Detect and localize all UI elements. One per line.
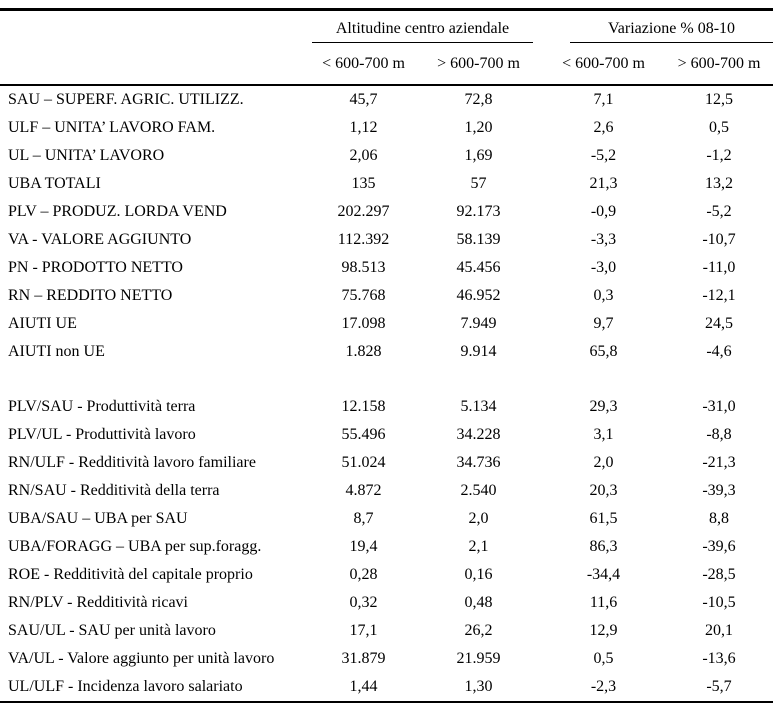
value-variazione-gt: -10,7: [702, 231, 736, 248]
value-variazione-lt: -5,2: [590, 147, 617, 164]
table-row: [0, 617, 773, 645]
value-variazione-lt: -0,9: [590, 203, 617, 220]
table-row: [0, 533, 773, 561]
value-variazione-lt: 61,5: [589, 510, 618, 527]
value-variazione-gt: -28,5: [702, 566, 736, 583]
value-altitudine-lt: 19,4: [349, 538, 378, 555]
value-variazione-lt: 0,5: [593, 650, 614, 667]
subheader-variazione-gt: > 600-700 m: [665, 43, 773, 85]
group-header-row: [0, 10, 773, 44]
table-row: [0, 142, 773, 170]
table-row: [0, 310, 773, 338]
row-label: RN/ULF - Redditività lavoro familiare: [8, 454, 256, 471]
row-label: RN/SAU - Redditività della terra: [8, 482, 220, 499]
value-altitudine-gt: 2,0: [468, 510, 489, 527]
value-altitudine-gt: 34.228: [456, 426, 501, 443]
value-altitudine-lt: 8,7: [353, 510, 374, 527]
row-label: VA - VALORE AGGIUNTO: [8, 231, 192, 248]
table-row: [0, 561, 773, 589]
row-label: UBA TOTALI: [8, 175, 101, 192]
group-header-altitudine: [312, 10, 542, 44]
table-row: [0, 85, 773, 114]
row-label: PN - PRODOTTO NETTO: [8, 259, 183, 276]
value-altitudine-gt: 57: [470, 175, 487, 192]
row-label: RN – REDDITO NETTO: [8, 287, 173, 304]
row-label: UL/ULF - Incidenza lavoro salariato: [8, 678, 243, 695]
value-altitudine-gt: 9.914: [460, 343, 497, 360]
row-label: RN/PLV - Redditività ricavi: [8, 594, 188, 611]
value-variazione-lt: 0,3: [593, 287, 614, 304]
value-variazione-gt: -10,5: [702, 594, 736, 611]
value-variazione-lt: 2,6: [593, 119, 614, 136]
value-altitudine-lt: 55.496: [341, 426, 386, 443]
table-row: [0, 254, 773, 282]
value-variazione-gt: -5,2: [706, 203, 732, 220]
table-row: [0, 449, 773, 477]
farm-statistics-table: [0, 8, 773, 703]
value-variazione-lt: -2,3: [590, 678, 617, 695]
value-altitudine-lt: 98.513: [341, 259, 386, 276]
row-label: UBA/FORAGG – UBA per sup.foragg.: [8, 538, 262, 555]
value-variazione-lt: 65,8: [589, 343, 618, 360]
value-altitudine-lt: 1.828: [345, 343, 382, 360]
table-row: [0, 673, 773, 702]
value-variazione-lt: 3,1: [593, 426, 614, 443]
corner-empty-cell: [0, 10, 312, 44]
table-row: [0, 393, 773, 421]
row-label: PLV/UL - Produttività lavoro: [8, 426, 196, 443]
value-altitudine-gt: 58.139: [456, 231, 501, 248]
value-altitudine-lt: 4.872: [345, 482, 382, 499]
value-altitudine-lt: 17,1: [349, 622, 378, 639]
subheader-altitudine-lt: < 600-700 m: [312, 43, 415, 85]
value-altitudine-lt: 45,7: [349, 91, 378, 108]
value-variazione-lt: 11,6: [589, 594, 618, 611]
value-altitudine-gt: 21.959: [456, 650, 501, 667]
row-label: UL – UNITA’ LAVORO: [8, 147, 165, 164]
subheader-empty-cell: [0, 43, 312, 85]
value-variazione-gt: -1,2: [706, 147, 732, 164]
value-variazione-lt: 9,7: [593, 315, 614, 332]
group-header-variazione-label: Variazione % 08-10: [570, 20, 773, 43]
value-altitudine-lt: 12.158: [341, 398, 386, 415]
value-variazione-gt: -39,6: [702, 538, 736, 555]
row-label: UBA/SAU – UBA per SAU: [8, 510, 188, 527]
table-row: [0, 114, 773, 142]
value-variazione-lt: 20,3: [589, 482, 618, 499]
row-label: ROE - Redditività del capitale proprio: [8, 566, 253, 583]
group-header-altitudine-label: Altitudine centro aziendale: [312, 20, 533, 43]
row-label: AIUTI non UE: [8, 343, 105, 360]
value-variazione-lt: 29,3: [589, 398, 618, 415]
row-label: PLV/SAU - Produttività terra: [8, 398, 196, 415]
value-altitudine-gt: 0,16: [464, 566, 493, 583]
row-label: ULF – UNITA’ LAVORO FAM.: [8, 119, 216, 136]
value-altitudine-gt: 2.540: [460, 482, 497, 499]
value-altitudine-gt: 5.134: [460, 398, 497, 415]
value-variazione-gt: -39,3: [702, 482, 736, 499]
row-label: SAU – SUPERF. AGRIC. UTILIZZ.: [8, 91, 244, 108]
sub-header-row: [0, 43, 773, 85]
value-altitudine-gt: 1,30: [464, 678, 493, 695]
value-variazione-gt: 12,5: [705, 91, 734, 108]
value-altitudine-lt: 0,28: [349, 566, 378, 583]
value-altitudine-lt: 31.879: [341, 650, 386, 667]
section-spacer-row: [0, 366, 773, 393]
row-label: SAU/UL - SAU per unità lavoro: [8, 622, 216, 639]
value-variazione-gt: 8,8: [709, 510, 730, 527]
value-altitudine-lt: 202.297: [337, 203, 390, 220]
value-altitudine-lt: 135: [351, 175, 376, 192]
value-altitudine-gt: 2,1: [468, 538, 489, 555]
group-header-variazione: [542, 10, 773, 44]
table-row: [0, 645, 773, 673]
value-variazione-gt: -21,3: [702, 454, 736, 471]
table-row: [0, 505, 773, 533]
value-altitudine-gt: 92.173: [456, 203, 501, 220]
table-row: [0, 338, 773, 366]
table-row: [0, 198, 773, 226]
value-variazione-gt: -12,1: [702, 287, 736, 304]
value-altitudine-gt: 26,2: [464, 622, 493, 639]
value-variazione-gt: -5,7: [706, 678, 732, 695]
value-variazione-gt: -11,0: [702, 259, 736, 276]
value-altitudine-gt: 72,8: [464, 91, 493, 108]
table-row: [0, 477, 773, 505]
value-altitudine-gt: 1,69: [464, 147, 493, 164]
value-altitudine-lt: 112.392: [337, 231, 390, 248]
value-altitudine-gt: 0,48: [464, 594, 493, 611]
table-row: [0, 421, 773, 449]
value-altitudine-lt: 2,06: [349, 147, 378, 164]
value-variazione-lt: 21,3: [589, 175, 618, 192]
value-altitudine-lt: 17.098: [341, 315, 386, 332]
value-variazione-gt: 20,1: [705, 622, 734, 639]
value-altitudine-lt: 1,12: [349, 119, 378, 136]
row-label: VA/UL - Valore aggiunto per unità lavoro: [8, 650, 275, 667]
value-altitudine-gt: 1,20: [464, 119, 493, 136]
row-label: PLV – PRODUZ. LORDA VEND: [8, 203, 227, 220]
value-altitudine-gt: 45.456: [456, 259, 501, 276]
value-variazione-gt: -4,6: [706, 343, 732, 360]
value-variazione-gt: -8,8: [706, 426, 732, 443]
value-variazione-lt: 2,0: [593, 454, 614, 471]
value-variazione-lt: 12,9: [589, 622, 618, 639]
value-variazione-gt: 24,5: [705, 315, 734, 332]
value-variazione-lt: -34,4: [586, 566, 621, 583]
value-altitudine-lt: 0,32: [349, 594, 378, 611]
value-altitudine-lt: 1,44: [349, 678, 378, 695]
value-variazione-lt: -3,0: [590, 259, 617, 276]
table-row: [0, 282, 773, 310]
value-variazione-gt: -31,0: [702, 398, 736, 415]
row-label: AIUTI UE: [8, 315, 77, 332]
value-altitudine-gt: 7.949: [460, 315, 497, 332]
value-variazione-gt: -13,6: [702, 650, 736, 667]
table-body: [0, 85, 773, 702]
value-variazione-lt: -3,3: [590, 231, 617, 248]
value-variazione-lt: 86,3: [589, 538, 618, 555]
value-variazione-gt: 0,5: [709, 119, 730, 136]
table-row: [0, 226, 773, 254]
value-variazione-gt: 13,2: [705, 175, 734, 192]
table-row: [0, 589, 773, 617]
value-altitudine-lt: 51.024: [341, 454, 386, 471]
value-altitudine-gt: 34.736: [456, 454, 501, 471]
value-altitudine-lt: 75.768: [341, 287, 386, 304]
table-row: [0, 170, 773, 198]
value-altitudine-gt: 46.952: [456, 287, 501, 304]
subheader-altitudine-gt: > 600-700 m: [415, 43, 542, 85]
subheader-variazione-lt: < 600-700 m: [542, 43, 665, 85]
value-variazione-lt: 7,1: [593, 91, 614, 108]
spacer-cell: [0, 366, 773, 393]
